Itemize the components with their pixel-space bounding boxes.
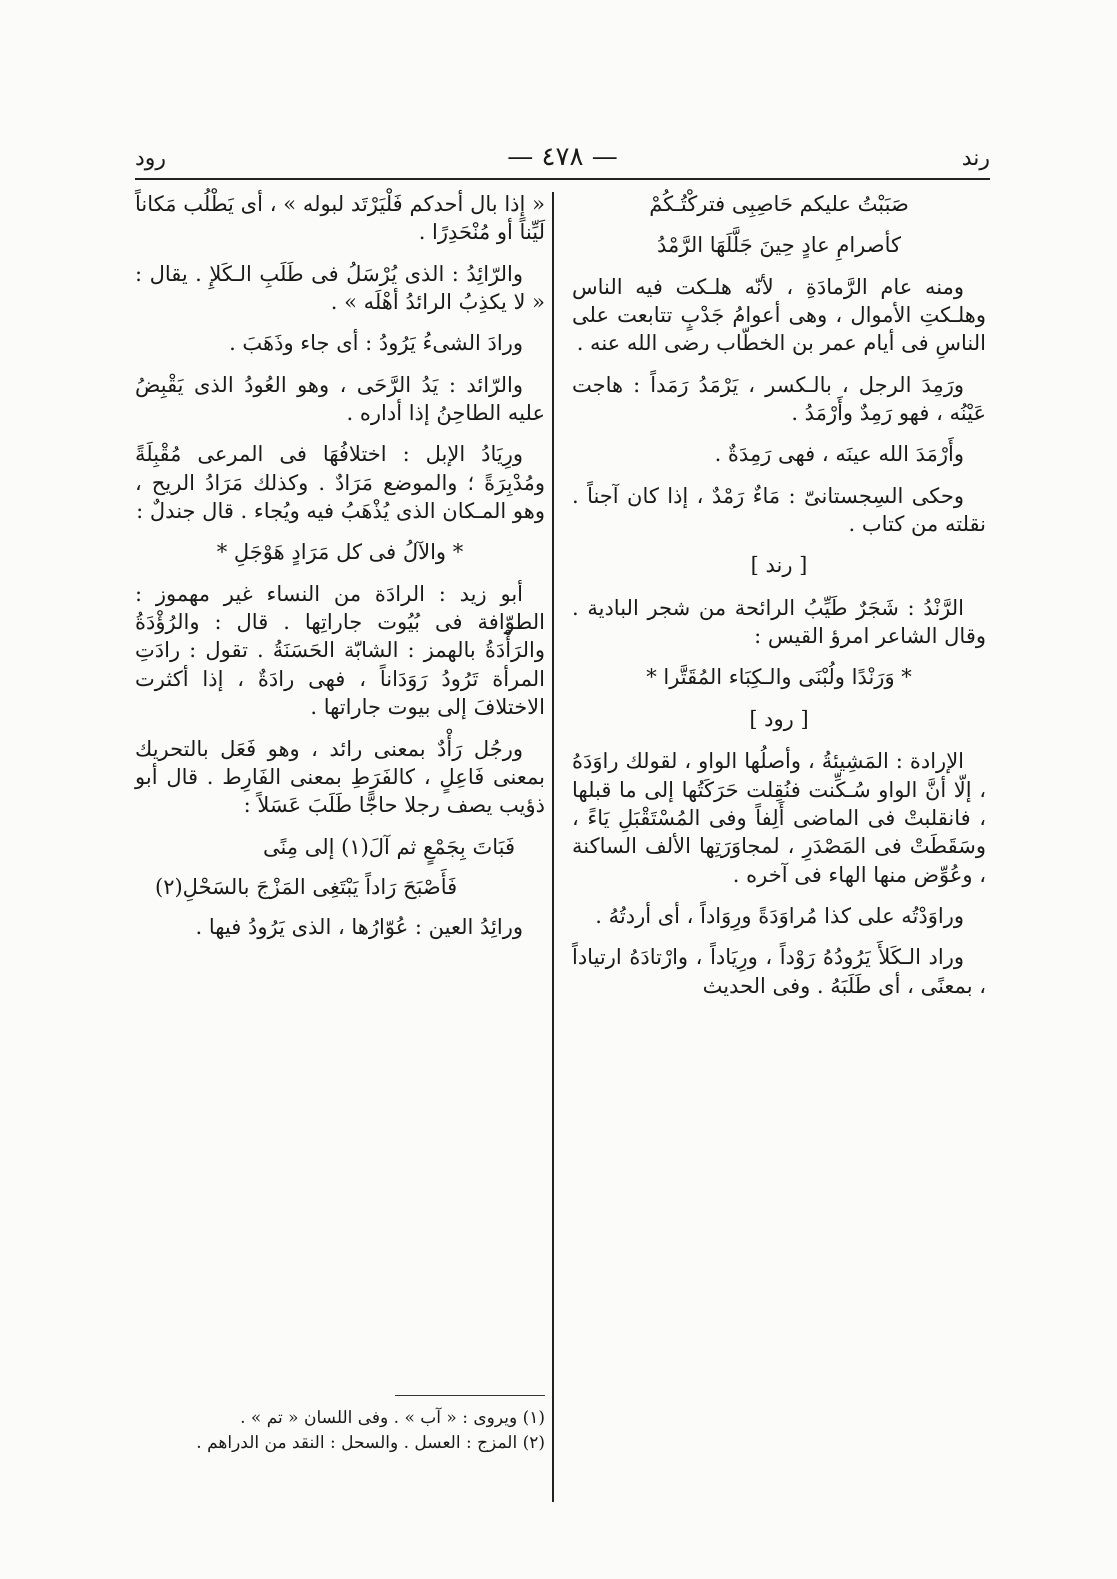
paragraph: وراد الـكَلأَ يَرُودُهُ رَوْداً ، ورِيَاداً ، وارْتادَهُ ارتياداً ، بمعنًى ، أى طَلَبَهُ . وفى الحديث [572, 945, 986, 998]
paragraph: أبو زيد : الرادَة من النساء غير مهموز : الطوّافة فى بُيُوت جاراتِها . قال : والرُؤْدَةُ والرَأْدَةُ بالهمز : الشابّة الحَسَنَةُ . تقول : رادَتِ المرأة تَرُودُ رَوَدَاناً ، فهى رادَةٌ ، إذا أكثرت الاختلافَ إلى بيوت جاراتها . [135, 581, 545, 720]
verse-line: فَأَصْبَحَ رَاداً يَبْتَغِى المَزْجَ بالسَحْلِ(٢) [155, 874, 458, 899]
paragraph: والرّائد : يَدُ الرَّحَى ، وهو العُودُ الذى يَقْبِضُ عليه الطاحِنُ إذا أداره . [135, 372, 545, 426]
page-header [135, 138, 990, 178]
column-divider [552, 192, 554, 1502]
paragraph: ورجُل رَأْدٌ بمعنى رائد ، وهو فَعَل بالتحريك بمعنى فَاعِلٍ ، كالفَرَطِ بمعنى الفَارِط . قال أبو ذؤيب يصف رجلا حاجًّا طَلَبَ عَسَلاً : [135, 736, 545, 818]
footnotes [135, 1395, 545, 1455]
left-column [135, 190, 545, 955]
header-left-keyword: رود [135, 146, 167, 171]
verse-line: * والآلُ فى كل مَرَادٍ هَوْجَلِ * [216, 540, 464, 565]
verse-line: صَبَبْتُ عليكم حَاصِبِى فتركْتُـكُمْ [649, 192, 909, 216]
header-rule [135, 178, 990, 180]
paragraph: « إذا بال أحدكم فَلْيَرْتَد لبوله » ، أى يَطْلُب مَكاناً لَيِّناً أو مُنْحَدِرًا . [135, 192, 545, 245]
entry-heading: [ رند ] [750, 553, 808, 578]
paragraph: وحكى السِجستانىّ : مَاءٌ رَمْدٌ ، إذا كان آجناً . نقلته من كتاب . [572, 483, 986, 537]
header-right-keyword: رند [961, 146, 990, 171]
footnote-rule [395, 1395, 545, 1396]
paragraph: الإرادة : المَشِيئةُ ، وأصلُها الواو ، لقولك راوَدَهُ ، إلّا أنَّ الواو سُـكِّنت فنُقِلت حَرَكَتُها إلى ما قبلها ، فانقلبتْ فى الماضى أَلِفاً وفى المُسْتَقْبَلِ يَاءً ، وسَقَطَتْ فى المَصْدَرِ ، لمجاوَرَتِها الألف الساكنة ، وعُوِّض منها الهاء فى آخره . [572, 749, 986, 887]
paragraph: ورادَ الشىءُ يَرُودُ : أى جاء وذَهَبَ . [229, 331, 523, 356]
paragraph: وأَرْمَدَ الله عينَه ، فهى رَمِدَةٌ . [714, 442, 964, 467]
footnote: (٢) المزج : العسل . والسحل : النقد من الدراهم . [196, 1432, 545, 1453]
entry-heading: [ رود ] [749, 706, 809, 731]
verse-line: فَبَاتَ بِجَمْعٍ ثم آلَ(١) إلى مِنًى [262, 834, 515, 859]
paragraph: الرَّنْدُ : شَجَرٌ طَيِّبُ الرائحة من شجر البادية . وقال الشاعر امرؤ القيس : [572, 595, 986, 649]
right-column [572, 190, 986, 1013]
verse-line: كأصرامِ عادٍ حِينَ جَلَّلَهَا الرَّمْدُ [657, 233, 901, 258]
verse-line: * وَرَنْدًا ولُبْنَى والـكِبَاء المُقَتَّرا * [646, 665, 912, 690]
paragraph: ومنه عام الرَّمادَةِ ، لأنّه هلـكت فيه الناس وهلـكتِ الأموال ، وهى أعوامُ جَدْبٍ تتابعت على الناسِ فى أيام عمر بن الخطّاب رضى الله عنه . [572, 274, 986, 356]
page-number: — ٤٧٨ — [507, 142, 618, 172]
paragraph: ورائِدُ العين : عُوّارُها ، الذى يَرُودُ فيها . [195, 915, 523, 940]
paragraph: والرّائِدُ : الذى يُرْسَلُ فى طَلَبِ الـكَلإِ . يقال : « لا يكذِبُ الرائدُ أهْلَه » . [135, 261, 545, 315]
footnote: (١) ويروى : « آب » . وفى اللسان « تم » . [240, 1408, 545, 1428]
paragraph: ورِيَادُ الإبل : اختلافُهَا فى المرعى مُقْبِلَةً ومُدْبِرَةً ؛ والموضع مَرَادٌ . وكذلك مَرَادُ الريح ، وهو المـكان الذى يُذْهَبُ فيه ويُجاء . قال جندلٌ : [135, 442, 545, 524]
paragraph: وراوَدْتُه على كذا مُراوَدَةً ورِوَاداً ، أى أردتُهُ . [595, 903, 964, 928]
paragraph: ورَمِدَ الرجل ، بالـكسر ، يَرْمَدُ رَمَداً : هاجت عَيْنُه ، فهو رَمِدٌ وأَرْمَدُ . [572, 372, 986, 426]
